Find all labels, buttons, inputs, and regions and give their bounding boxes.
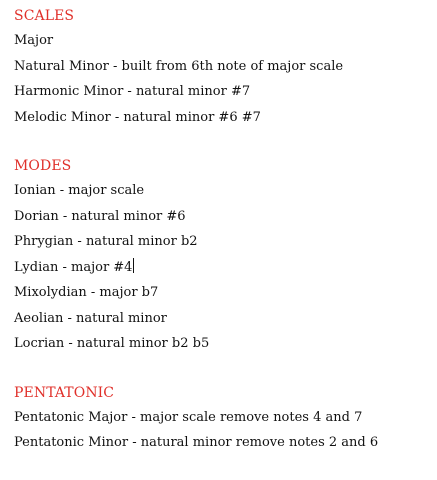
list-item: Ionian - major scale — [14, 183, 145, 198]
section-modes — [14, 156, 434, 357]
list-item-with-caret — [14, 255, 434, 281]
section-scales — [14, 6, 434, 130]
list-item: Harmonic Minor - natural minor #7 — [14, 84, 251, 99]
section-spacer — [14, 130, 434, 156]
list-item: Dorian - natural minor #6 — [14, 208, 186, 224]
list-item: Pentatonic Minor - natural minor remove notes 2 and 6 — [14, 435, 379, 450]
list-item: Locrian - natural minor b2 b5 — [14, 336, 210, 351]
list-item: Aeolian - natural minor — [14, 310, 167, 326]
section-heading-modes: MODES — [14, 158, 72, 174]
list-item: Natural Minor - built from 6th note of major scale — [14, 58, 344, 74]
document-body[interactable] — [14, 6, 434, 456]
text-cursor — [133, 258, 134, 273]
list-item: Mixolydian - major b7 — [14, 285, 159, 300]
list-item: Major — [14, 33, 54, 48]
list-item: Melodic Minor - natural minor #6 #7 — [14, 109, 261, 125]
section-pentatonic — [14, 383, 434, 456]
list-item-text: Lydian - major #4 — [14, 259, 133, 275]
section-heading-scales: SCALES — [14, 8, 75, 24]
list-item: Phrygian - natural minor b2 — [14, 234, 198, 249]
section-spacer — [14, 357, 434, 383]
section-heading-pentatonic: PENTATONIC — [14, 384, 115, 401]
list-item: Pentatonic Major - major scale remove notes 4 and 7 — [14, 409, 363, 425]
